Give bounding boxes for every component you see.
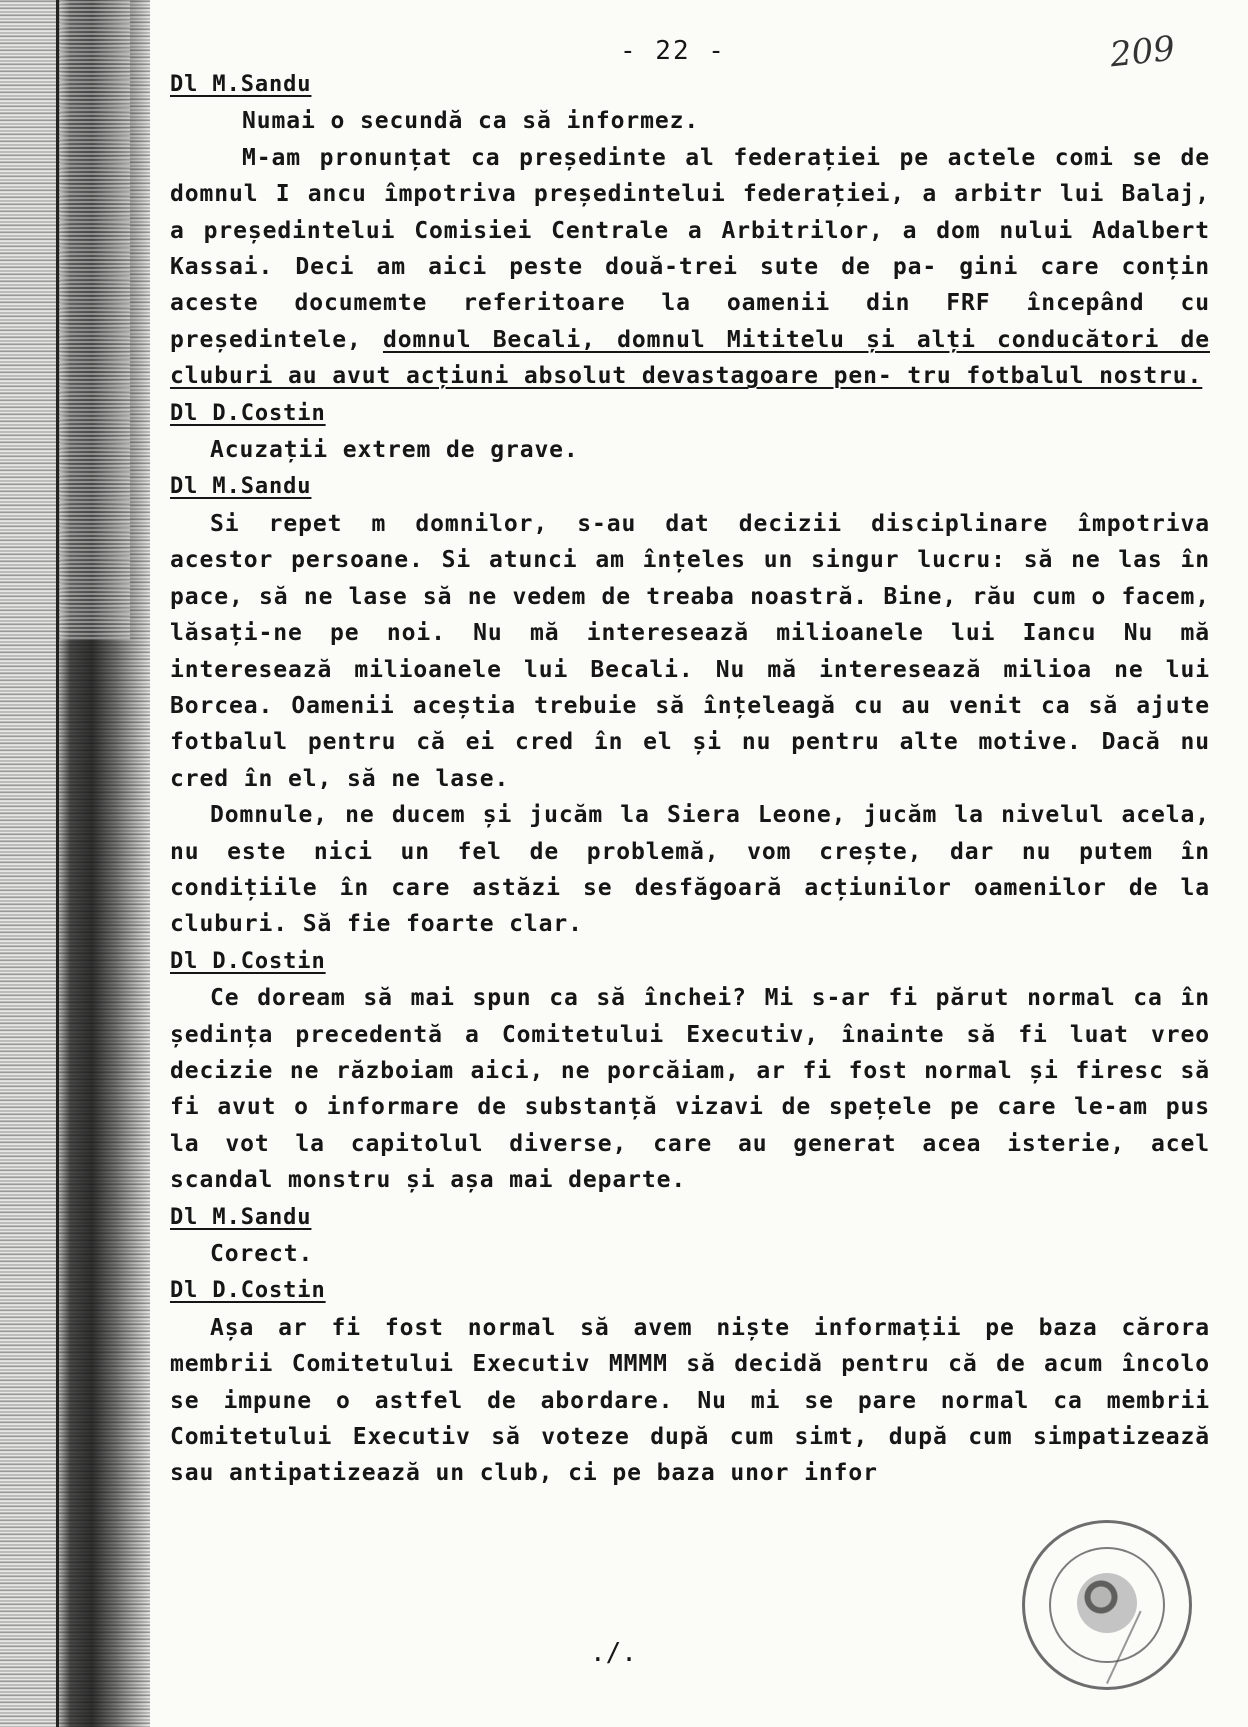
speaker-name: Dl M.Sandu: [170, 72, 312, 97]
speaker-block: [170, 66, 1210, 395]
speaker-block: [170, 395, 1210, 469]
paragraph: Corect.: [210, 1241, 314, 1267]
binding-edge: [56, 0, 59, 1727]
paragraph: Acuzații extrem de grave.: [210, 437, 579, 464]
speaker-name: Dl D.Costin: [170, 948, 326, 974]
binding-texture: [60, 0, 130, 640]
speaker-name: Dl M.Sandu: [170, 474, 312, 500]
speaker-name: Dl D.Costin: [170, 400, 326, 426]
paragraph: Așa ar fi fost normal să avem niște informații pe baza cărora membrii Comitetului Executiv MMMM să decidă pentru că de acum încolo se impune o astfel de abordare. Nu mi se pare normal ca membrii Comitetului Executiv să voteze după cum simt, după cum simpatizează sau antipatizează un club, ci pe baza unor infor: [170, 1314, 1210, 1487]
paragraph: Numai o secundă ca să informez.: [242, 108, 700, 135]
continuation-mark: ./.: [590, 1638, 637, 1668]
underlined-text: domnul Becali, domnul Mititelu și alți conducători de cluburi au avut acțiuni absolut devastagoare pen- tru fotbalul nostru.: [170, 326, 1210, 390]
speaker-block: [170, 1199, 1210, 1273]
speaker-block: [170, 468, 1210, 942]
paragraph: Ce doream să mai spun ca să închei? Mi s-ar fi părut normal ca în ședința precedentă a Comitetului Executiv, înainte să fi luat vreo decizie ne războiam aici, ne porcăiam, ar fi fost normal și firesc să fi avut o informare de substanță vizavi de spețele pe care le-am pus la vot la capitolul diverse, care au generat acea isterie, acel scandal monstru și așa mai departe.: [170, 985, 1210, 1194]
football-icon: [1077, 1573, 1137, 1633]
page-number: - 22 -: [620, 36, 726, 66]
speaker-block: [170, 1272, 1210, 1491]
paragraph: Si repet m domnilor, s-au dat decizii disciplinare împotriva acestor persoane. Si atunci am înțeles un singur lucru: să ne las în pace, să ne lase să ne vedem de treaba noastră. Bine, rău cum o facem, lăsați-ne pe noi. Nu mă interesează milioanele lui Iancu Nu mă interesează milioanele lui Becali. Nu mă interesează milioa ne lui Borcea. Oamenii aceștia trebuie să înțeleagă cu au venit ca să ajute fotbalul pentru că ei cred în el și nu pentru alte motive. Dacă nu cred în el, să ne lase.: [170, 510, 1210, 792]
speaker-name: Dl M.Sandu: [170, 1204, 312, 1230]
transcript-body: [170, 66, 1210, 1492]
archive-number: 209: [1108, 28, 1177, 76]
speaker-name: Dl D.Costin: [170, 1278, 326, 1304]
paragraph: [170, 140, 1210, 395]
paragraph-text: M-am pronunțat ca președinte al federației pe actele comi se de domnul I ancu împotriva președintelui federației, a arbitr lui Balaj, a președintelui Comisiei Centrale a Arbitrilor, a dom nului Adalbert Kassai. Deci am aici peste două-trei sute de pa- gini care conțin aceste documemte referitoare la oamenii din FRF începând cu președintele,: [170, 144, 1210, 353]
paragraph: Domnule, ne ducem și jucăm la Siera Leone, jucăm la nivelul acela, nu este nici un fel de problemă, vom crește, dar nu putem în condițiile în care astăzi se desfăgoară acțiunilor oamenilor de la cluburi. Să fie foarte clar.: [170, 802, 1210, 938]
speaker-block: [170, 943, 1210, 1199]
